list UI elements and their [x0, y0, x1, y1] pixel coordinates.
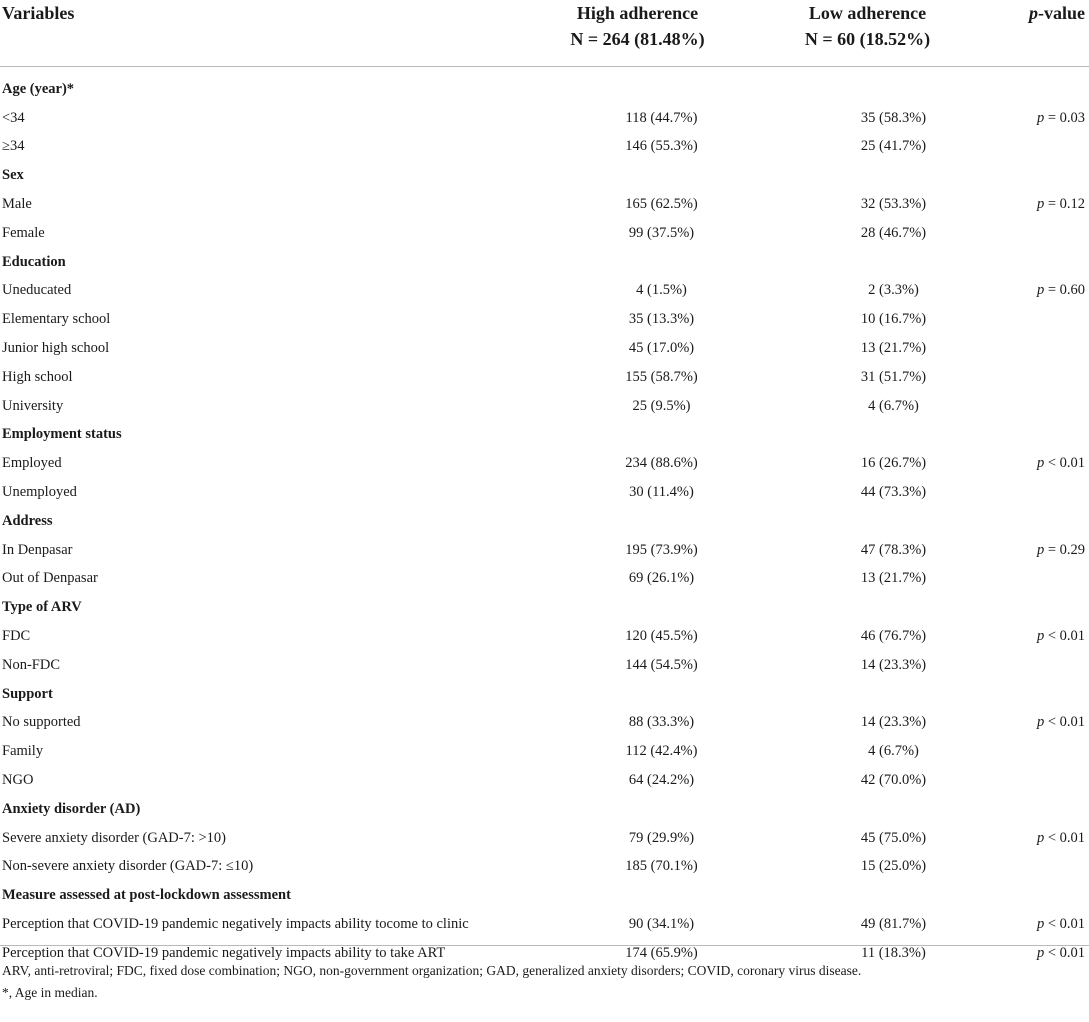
high-adherence-value: 112 (42.4%) [625, 743, 698, 760]
high-adherence-value: 174 (65.9%) [625, 944, 698, 961]
row-label: <34 [2, 109, 25, 126]
header-p-rest: -value [1038, 3, 1085, 23]
low-adherence-value: 13 (21.7%) [860, 570, 927, 587]
p-value [980, 449, 1089, 478]
p-number: = 0.29 [1044, 541, 1085, 558]
p-value [980, 709, 1089, 738]
empty-cell [520, 795, 755, 824]
high-adherence-value: 144 (54.5%) [625, 656, 698, 673]
empty-cell [755, 881, 980, 910]
row-label: University [2, 397, 64, 414]
low-adherence-value: 45 (75.0%) [860, 829, 927, 846]
low-adherence-value: 14 (23.3%) [860, 714, 927, 731]
p-value [980, 622, 1089, 651]
low-adherence-value: 2 (3.3%) [868, 282, 919, 299]
section-row [0, 67, 1089, 104]
high-adherence-value: 195 (73.9%) [625, 541, 698, 558]
table-body [0, 67, 1089, 968]
high-adherence-value: 165 (62.5%) [625, 196, 698, 213]
table-row [0, 334, 1089, 363]
row-label: Elementary school [2, 311, 111, 328]
table-row [0, 766, 1089, 795]
high-adherence-value: 185 (70.1%) [625, 858, 698, 875]
row-label: Female [2, 224, 45, 241]
high-adherence-value: 155 (58.7%) [625, 368, 698, 385]
empty-cell [980, 161, 1089, 190]
high-adherence-value: 4 (1.5%) [636, 282, 687, 299]
row-label: Non-severe anxiety disorder (GAD-7: ≤10) [2, 858, 254, 875]
empty-cell [520, 421, 755, 450]
table-row [0, 478, 1089, 507]
low-adherence-value: 4 (6.7%) [868, 397, 919, 414]
p-number: < 0.01 [1044, 944, 1085, 961]
section-label: Education [2, 253, 66, 270]
section-label: Age (year)* [2, 80, 75, 97]
p-value [980, 334, 1089, 363]
row-label: NGO [2, 772, 34, 789]
row-label: Perception that COVID-19 pandemic negatively impacts ability to take ART [2, 944, 446, 961]
p-symbol: p [1036, 455, 1045, 472]
section-label: Measure assessed at post-lockdown assessment [2, 887, 291, 904]
low-adherence-value: 13 (21.7%) [860, 340, 927, 357]
table-row [0, 219, 1089, 248]
p-value [980, 939, 1089, 968]
low-adherence-value: 14 (23.3%) [860, 656, 927, 673]
empty-cell [520, 67, 755, 104]
empty-cell [980, 421, 1089, 450]
empty-cell [755, 161, 980, 190]
high-adherence-value: 30 (11.4%) [629, 484, 694, 501]
section-row [0, 248, 1089, 277]
p-value [980, 651, 1089, 680]
p-number: < 0.01 [1044, 628, 1085, 645]
p-value [980, 277, 1089, 306]
low-adherence-value: 16 (26.7%) [860, 455, 927, 472]
table-header [0, 0, 1089, 67]
high-adherence-value: 88 (33.3%) [628, 714, 695, 731]
p-number: < 0.01 [1044, 455, 1085, 472]
row-label: Family [2, 743, 44, 760]
empty-cell [755, 680, 980, 709]
section-row [0, 881, 1089, 910]
low-adherence-value: 44 (73.3%) [860, 484, 927, 501]
section-row [0, 795, 1089, 824]
row-label: Junior high school [2, 340, 110, 357]
empty-cell [520, 680, 755, 709]
row-label: No supported [2, 714, 81, 731]
row-label: Uneducated [2, 282, 72, 299]
empty-cell [980, 248, 1089, 277]
p-number: < 0.01 [1044, 829, 1085, 846]
header-low-adherence [755, 0, 980, 67]
p-symbol: p [1036, 714, 1045, 731]
row-label: FDC [2, 628, 31, 645]
empty-cell [755, 795, 980, 824]
empty-cell [980, 507, 1089, 536]
header-low-n: N = 60 (18.52%) [804, 29, 931, 49]
high-adherence-value: 99 (37.5%) [628, 224, 695, 241]
p-number: < 0.01 [1044, 916, 1085, 932]
p-value [980, 478, 1089, 507]
table-row [0, 651, 1089, 680]
table-row [0, 853, 1089, 882]
row-label: Male [2, 196, 32, 213]
row-label: Employed [2, 455, 62, 472]
empty-cell [520, 507, 755, 536]
empty-cell [520, 161, 755, 190]
empty-cell [755, 67, 980, 104]
low-adherence-value: 4 (6.7%) [868, 743, 919, 760]
empty-cell [980, 67, 1089, 104]
header-high-adherence [520, 0, 755, 67]
section-row [0, 593, 1089, 622]
p-number: = 0.03 [1044, 109, 1085, 126]
p-value [980, 190, 1089, 219]
header-variables: Variables [0, 0, 520, 67]
header-p-value [980, 0, 1089, 67]
low-adherence-value: 25 (41.7%) [860, 138, 927, 155]
table-bottom-rule [0, 945, 1089, 946]
empty-cell [980, 680, 1089, 709]
table-row [0, 622, 1089, 651]
footnote-asterisk: *, Age in median. [2, 985, 98, 1000]
table-row [0, 737, 1089, 766]
p-value [980, 853, 1089, 882]
row-label: High school [2, 368, 73, 385]
p-symbol: p [1036, 916, 1045, 932]
table-row [0, 449, 1089, 478]
low-adherence-value: 28 (46.7%) [860, 224, 927, 241]
empty-cell [755, 248, 980, 277]
high-adherence-value: 146 (55.3%) [625, 138, 698, 155]
section-label: Type of ARV [2, 599, 82, 616]
high-adherence-value: 64 (24.2%) [628, 772, 695, 789]
row-label: In Denpasar [2, 541, 73, 558]
table-row [0, 104, 1089, 133]
row-label: Non-FDC [2, 656, 61, 673]
p-symbol: p [1036, 196, 1045, 213]
table-row [0, 910, 1089, 939]
table-row [0, 565, 1089, 594]
low-adherence-value: 47 (78.3%) [860, 541, 927, 558]
row-label: Unemployed [2, 484, 77, 501]
low-adherence-value: 32 (53.3%) [860, 196, 927, 213]
section-row [0, 680, 1089, 709]
low-adherence-value: 11 (18.3%) [861, 944, 926, 961]
row-label: Out of Denpasar [2, 570, 98, 587]
empty-cell [755, 593, 980, 622]
high-adherence-value: 90 (34.1%) [628, 916, 695, 932]
p-symbol: p [1036, 109, 1045, 126]
low-adherence-value: 31 (51.7%) [860, 368, 927, 385]
p-symbol: p [1036, 944, 1045, 961]
section-row [0, 161, 1089, 190]
p-value [980, 392, 1089, 421]
section-row [0, 507, 1089, 536]
empty-cell [980, 795, 1089, 824]
p-value [980, 910, 1089, 939]
p-value [980, 824, 1089, 853]
p-value [980, 766, 1089, 795]
high-adherence-value: 25 (9.5%) [632, 397, 691, 414]
low-adherence-value: 42 (70.0%) [860, 772, 927, 789]
low-adherence-value: 46 (76.7%) [860, 628, 927, 645]
table-row [0, 133, 1089, 162]
table-row [0, 190, 1089, 219]
p-value [980, 219, 1089, 248]
row-label: Severe anxiety disorder (GAD-7: >10) [2, 829, 226, 846]
low-adherence-value: 15 (25.0%) [860, 858, 927, 875]
p-symbol: p [1036, 282, 1045, 299]
empty-cell [980, 593, 1089, 622]
empty-cell [520, 248, 755, 277]
empty-cell [980, 881, 1089, 910]
table-row [0, 305, 1089, 334]
row-label: Perception that COVID-19 pandemic negatively impacts ability tocome to clinic [2, 916, 469, 932]
empty-cell [520, 881, 755, 910]
p-symbol: p [1036, 628, 1045, 645]
table-row [0, 709, 1089, 738]
p-value [980, 737, 1089, 766]
footnotes [2, 960, 861, 1004]
p-number: = 0.60 [1044, 282, 1085, 299]
high-adherence-value: 45 (17.0%) [628, 340, 695, 357]
empty-cell [755, 507, 980, 536]
p-symbol: p [1036, 829, 1045, 846]
high-adherence-value: 79 (29.9%) [628, 829, 695, 846]
p-value [980, 363, 1089, 392]
section-label: Sex [2, 167, 24, 184]
header-high-n: N = 264 (81.48%) [570, 29, 705, 49]
high-adherence-value: 118 (44.7%) [625, 109, 698, 126]
high-adherence-value: 35 (13.3%) [628, 311, 695, 328]
high-adherence-value: 69 (26.1%) [628, 570, 695, 587]
table-row [0, 536, 1089, 565]
header-p-italic: p [1029, 3, 1038, 23]
p-number: < 0.01 [1044, 714, 1085, 731]
section-row [0, 421, 1089, 450]
empty-cell [755, 421, 980, 450]
empty-cell [520, 593, 755, 622]
table-row [0, 277, 1089, 306]
section-label: Employment status [2, 426, 122, 443]
p-value [980, 133, 1089, 162]
low-adherence-value: 49 (81.7%) [860, 916, 927, 932]
p-value [980, 565, 1089, 594]
table-row [0, 824, 1089, 853]
footnote-abbreviations: ARV, anti-retroviral; FDC, fixed dose combination; NGO, non-government organization; GAD, generalized anxiety disorders; COVID, coronary virus disease. [2, 963, 862, 978]
high-adherence-value: 234 (88.6%) [625, 455, 698, 472]
row-label: ≥34 [2, 138, 25, 155]
p-value [980, 305, 1089, 334]
table-row [0, 392, 1089, 421]
section-label: Support [2, 685, 53, 702]
p-number: = 0.12 [1044, 196, 1085, 213]
low-adherence-value: 10 (16.7%) [860, 311, 927, 328]
header-high-title: High adherence [576, 3, 699, 23]
low-adherence-value: 35 (58.3%) [860, 109, 927, 126]
header-low-title: Low adherence [808, 3, 927, 23]
high-adherence-value: 120 (45.5%) [625, 628, 698, 645]
table-row [0, 363, 1089, 392]
p-symbol: p [1036, 541, 1045, 558]
section-label: Address [2, 512, 53, 529]
p-value [980, 536, 1089, 565]
section-label: Anxiety disorder (AD) [2, 800, 141, 817]
p-value [980, 104, 1089, 133]
